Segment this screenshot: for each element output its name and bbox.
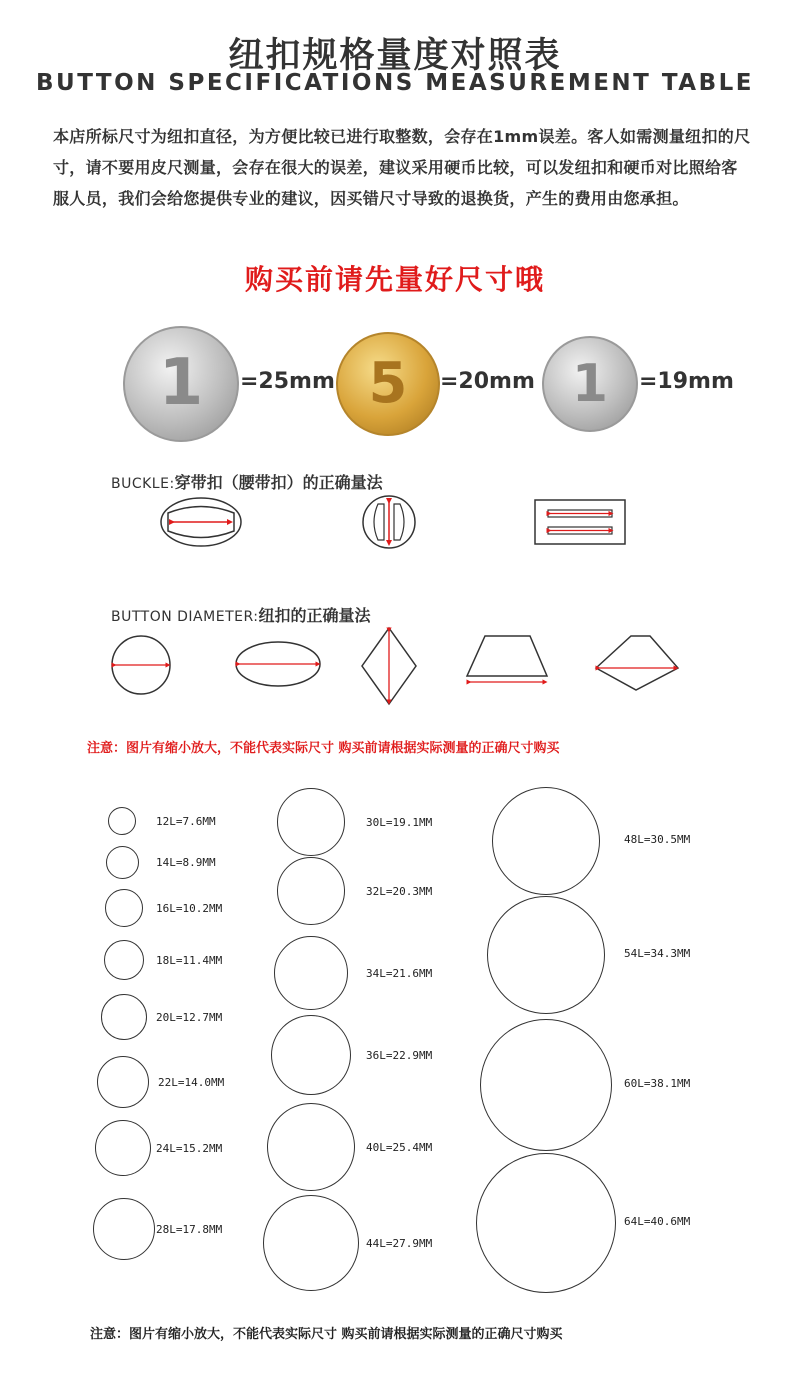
coin-one-yuan <box>123 326 239 442</box>
size-label: 48L=30.5MM <box>624 833 691 846</box>
coin-label: =19mm <box>639 369 734 394</box>
size-circle <box>271 1015 351 1095</box>
diamond-diagram <box>362 628 416 704</box>
size-circle <box>263 1195 359 1291</box>
size-circle <box>480 1019 612 1151</box>
size-label: 12L=7.6MM <box>156 815 216 828</box>
size-label: 24L=15.2MM <box>156 1142 223 1155</box>
notice-bottom: 注意：图片有缩小放大，不能代表实际尺寸 购买前请根据实际测量的正确尺寸购买 <box>90 1327 563 1342</box>
diameter-label-en: BUTTON DIAMETER: <box>111 609 259 625</box>
size-circle <box>492 787 600 895</box>
coin-face: 5 <box>368 351 408 416</box>
oval-buckle-diagram <box>161 498 241 546</box>
coin-label: =25mm <box>240 369 335 394</box>
size-circle <box>104 940 144 980</box>
diameter-diagrams <box>0 622 790 712</box>
size-label: 28L=17.8MM <box>156 1223 223 1236</box>
oval-diagram <box>236 642 320 686</box>
coin-face: 1 <box>571 354 609 414</box>
size-label: 16L=10.2MM <box>156 902 223 915</box>
size-label: 34L=21.6MM <box>366 967 433 980</box>
coin-face: 1 <box>158 346 204 420</box>
size-circle <box>93 1198 155 1260</box>
size-circle <box>106 846 139 879</box>
page-subtitle: BUTTON SPECIFICATIONS MEASUREMENT TABLE <box>36 70 754 96</box>
buckle-diagrams <box>0 490 790 560</box>
size-circle <box>97 1056 149 1108</box>
buckle-label-cn: 穿带扣（腰带扣）的正确量法 <box>174 473 383 492</box>
coin-label: =20mm <box>440 369 535 394</box>
coin-one-jiao <box>542 336 638 432</box>
size-label: 36L=22.9MM <box>366 1049 433 1062</box>
size-circle <box>267 1103 355 1191</box>
circle-diagram <box>112 636 170 694</box>
buckle-label-en: BUCKLE: <box>111 476 175 492</box>
size-label: 32L=20.3MM <box>366 885 433 898</box>
size-label: 30L=19.1MM <box>366 816 433 829</box>
hexagon-diagram <box>596 636 678 690</box>
size-circle <box>108 807 136 835</box>
size-circle <box>274 936 348 1010</box>
size-circle <box>101 994 147 1040</box>
size-label: 60L=38.1MM <box>624 1077 691 1090</box>
rectangle-buckle-diagram <box>535 500 625 544</box>
notice-red: 注意：图片有缩小放大，不能代表实际尺寸 购买前请根据实际测量的正确尺寸购买 <box>87 741 560 756</box>
page-title: 纽扣规格量度对照表 <box>228 36 562 76</box>
size-circle <box>277 788 345 856</box>
size-circle <box>105 889 143 927</box>
size-circle <box>487 896 605 1014</box>
coin-five-jiao <box>336 332 440 436</box>
intro-text: 本店所标尺寸为纽扣直径，为方便比较已进行取整数，会存在1mm误差。客人如需测量纽扣的尺寸，请不要用皮尺测量，会存在很大的误差，建议采用硬币比较，可以发纽扣和硬币对比照给客服人员，我们会给您提供专业的建议，因买错尺寸导致的退换货，产生的费用由您承担。 <box>53 127 751 208</box>
warning-headline: 购买前请先量好尺寸哦 <box>244 263 545 296</box>
size-label: 18L=11.4MM <box>156 954 223 967</box>
size-label: 44L=27.9MM <box>366 1237 433 1250</box>
size-circle <box>95 1120 151 1176</box>
diameter-label-cn: 纽扣的正确量法 <box>258 606 371 625</box>
size-label: 20L=12.7MM <box>156 1011 223 1024</box>
size-label: 40L=25.4MM <box>366 1141 433 1154</box>
size-label: 14L=8.9MM <box>156 856 216 869</box>
size-label: 64L=40.6MM <box>624 1215 691 1228</box>
size-label: 54L=34.3MM <box>624 947 691 960</box>
round-buckle-diagram <box>363 496 415 548</box>
trapezoid-diagram <box>467 636 547 682</box>
size-label: 22L=14.0MM <box>158 1076 225 1089</box>
size-circle <box>476 1153 616 1293</box>
size-circle <box>277 857 345 925</box>
